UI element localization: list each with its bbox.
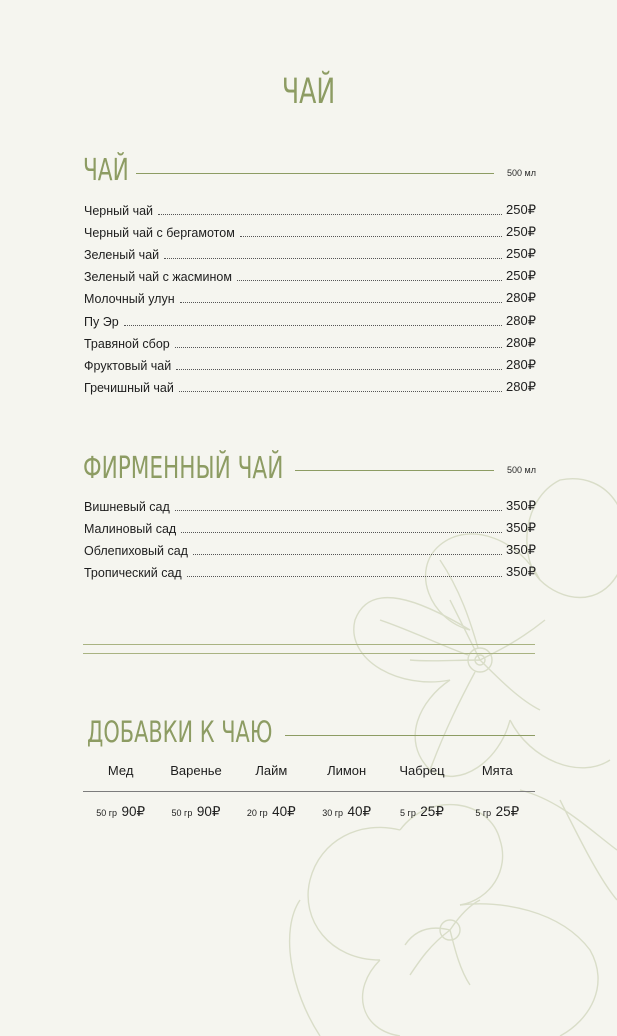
item-name: Черный чай xyxy=(84,204,154,219)
additions-names-row xyxy=(83,763,535,778)
item-name: Фруктовый чай xyxy=(84,358,172,373)
additions-prices-row xyxy=(83,803,535,821)
item-name: Тропический сад xyxy=(84,566,182,581)
addition-quantity: 50 гр xyxy=(171,808,193,818)
addition-price-cell xyxy=(384,803,459,821)
tea-section-title: ЧАЙ xyxy=(83,153,129,188)
addition-quantity: 5 гр xyxy=(475,808,492,818)
menu-item xyxy=(84,329,536,351)
dot-leader xyxy=(237,279,502,281)
addition-price-cell xyxy=(234,803,309,821)
dot-leader xyxy=(164,257,502,259)
item-name: Малиновый сад xyxy=(84,522,177,537)
dot-leader xyxy=(180,301,502,303)
page-title: ЧАЙ xyxy=(281,72,336,112)
menu-item xyxy=(84,218,536,240)
divider-line-top xyxy=(83,644,535,645)
item-name: Зеленый чай xyxy=(84,248,160,263)
dot-leader xyxy=(176,368,502,370)
dot-leader xyxy=(175,346,502,348)
item-price: 350₽ xyxy=(506,520,536,536)
signature-tea-volume-label: 500 мл xyxy=(507,465,536,475)
addition-quantity: 50 гр xyxy=(96,808,118,818)
tea-list xyxy=(84,196,536,395)
addition-price: 40₽ xyxy=(347,804,372,819)
addition-price: 25₽ xyxy=(420,804,444,819)
tea-volume-label: 500 мл xyxy=(507,168,536,178)
menu-item xyxy=(84,306,536,328)
dot-leader xyxy=(175,509,502,511)
addition-price: 25₽ xyxy=(495,804,520,819)
item-name: Черный чай с бергамотом xyxy=(84,226,235,241)
menu-item xyxy=(84,262,536,284)
item-name: Молочный улун xyxy=(84,292,175,307)
divider-line-bottom xyxy=(83,653,535,654)
item-price: 280₽ xyxy=(506,334,536,350)
item-price: 250₽ xyxy=(506,202,536,218)
menu-item xyxy=(84,373,536,395)
addition-price: 40₽ xyxy=(272,804,296,819)
addition-name: Мята xyxy=(481,763,513,778)
dot-leader xyxy=(187,575,502,577)
item-price: 280₽ xyxy=(506,356,536,372)
addition-price-cell xyxy=(460,803,535,821)
tea-section-header xyxy=(83,148,536,188)
item-price: 350₽ xyxy=(506,498,536,514)
menu-item xyxy=(84,514,536,536)
additions-separator xyxy=(83,791,535,792)
item-name: Гречишный чай xyxy=(84,380,174,395)
menu-item xyxy=(84,536,536,558)
signature-tea-section-header xyxy=(83,446,536,486)
item-price: 280₽ xyxy=(506,378,536,394)
menu-item xyxy=(84,240,536,262)
menu-item xyxy=(84,558,536,580)
dot-leader xyxy=(158,213,502,215)
dot-leader xyxy=(240,235,502,237)
addition-price: 90₽ xyxy=(121,804,146,819)
menu-item xyxy=(84,351,536,373)
menu-item xyxy=(84,196,536,218)
addition-price: 90₽ xyxy=(196,804,221,819)
menu-item xyxy=(84,492,536,514)
item-price: 250₽ xyxy=(506,246,536,262)
dot-leader xyxy=(124,324,502,326)
dot-leader xyxy=(181,531,502,533)
additions-header-line xyxy=(285,735,535,736)
addition-name: Мед xyxy=(107,763,134,778)
signature-tea-header-line xyxy=(295,470,494,471)
item-price: 250₽ xyxy=(506,268,536,284)
item-price: 350₽ xyxy=(506,564,536,580)
item-name: Вишневый сад xyxy=(84,500,170,515)
signature-tea-section-title: ФИРМЕННЫЙ ЧАЙ xyxy=(83,451,284,486)
dot-leader xyxy=(179,390,502,392)
addition-name: Лимон xyxy=(327,763,367,778)
addition-quantity: 5 гр xyxy=(400,808,416,818)
item-price: 280₽ xyxy=(506,290,536,306)
item-name: Травяной сбор xyxy=(84,336,170,351)
item-price: 250₽ xyxy=(506,224,536,240)
addition-price-cell xyxy=(83,803,158,821)
addition-price-cell xyxy=(309,803,384,821)
signature-tea-list xyxy=(84,492,536,580)
item-name: Облепиховый сад xyxy=(84,544,188,559)
addition-quantity: 30 гр xyxy=(322,808,344,818)
addition-name: Варенье xyxy=(170,763,222,778)
dot-leader xyxy=(193,553,502,555)
item-price: 350₽ xyxy=(506,542,536,558)
menu-item xyxy=(84,284,536,306)
addition-name: Чабрец xyxy=(399,763,445,778)
addition-name: Лайм xyxy=(255,763,288,778)
item-price: 280₽ xyxy=(506,312,536,328)
tea-header-line xyxy=(136,173,494,174)
addition-quantity: 20 гр xyxy=(246,808,268,818)
addition-price-cell xyxy=(158,803,233,821)
item-name: Зеленый чай с жасмином xyxy=(84,270,232,285)
additions-section-title: ДОБАВКИ К ЧАЮ xyxy=(87,715,273,749)
item-name: Пу Эр xyxy=(84,314,119,329)
